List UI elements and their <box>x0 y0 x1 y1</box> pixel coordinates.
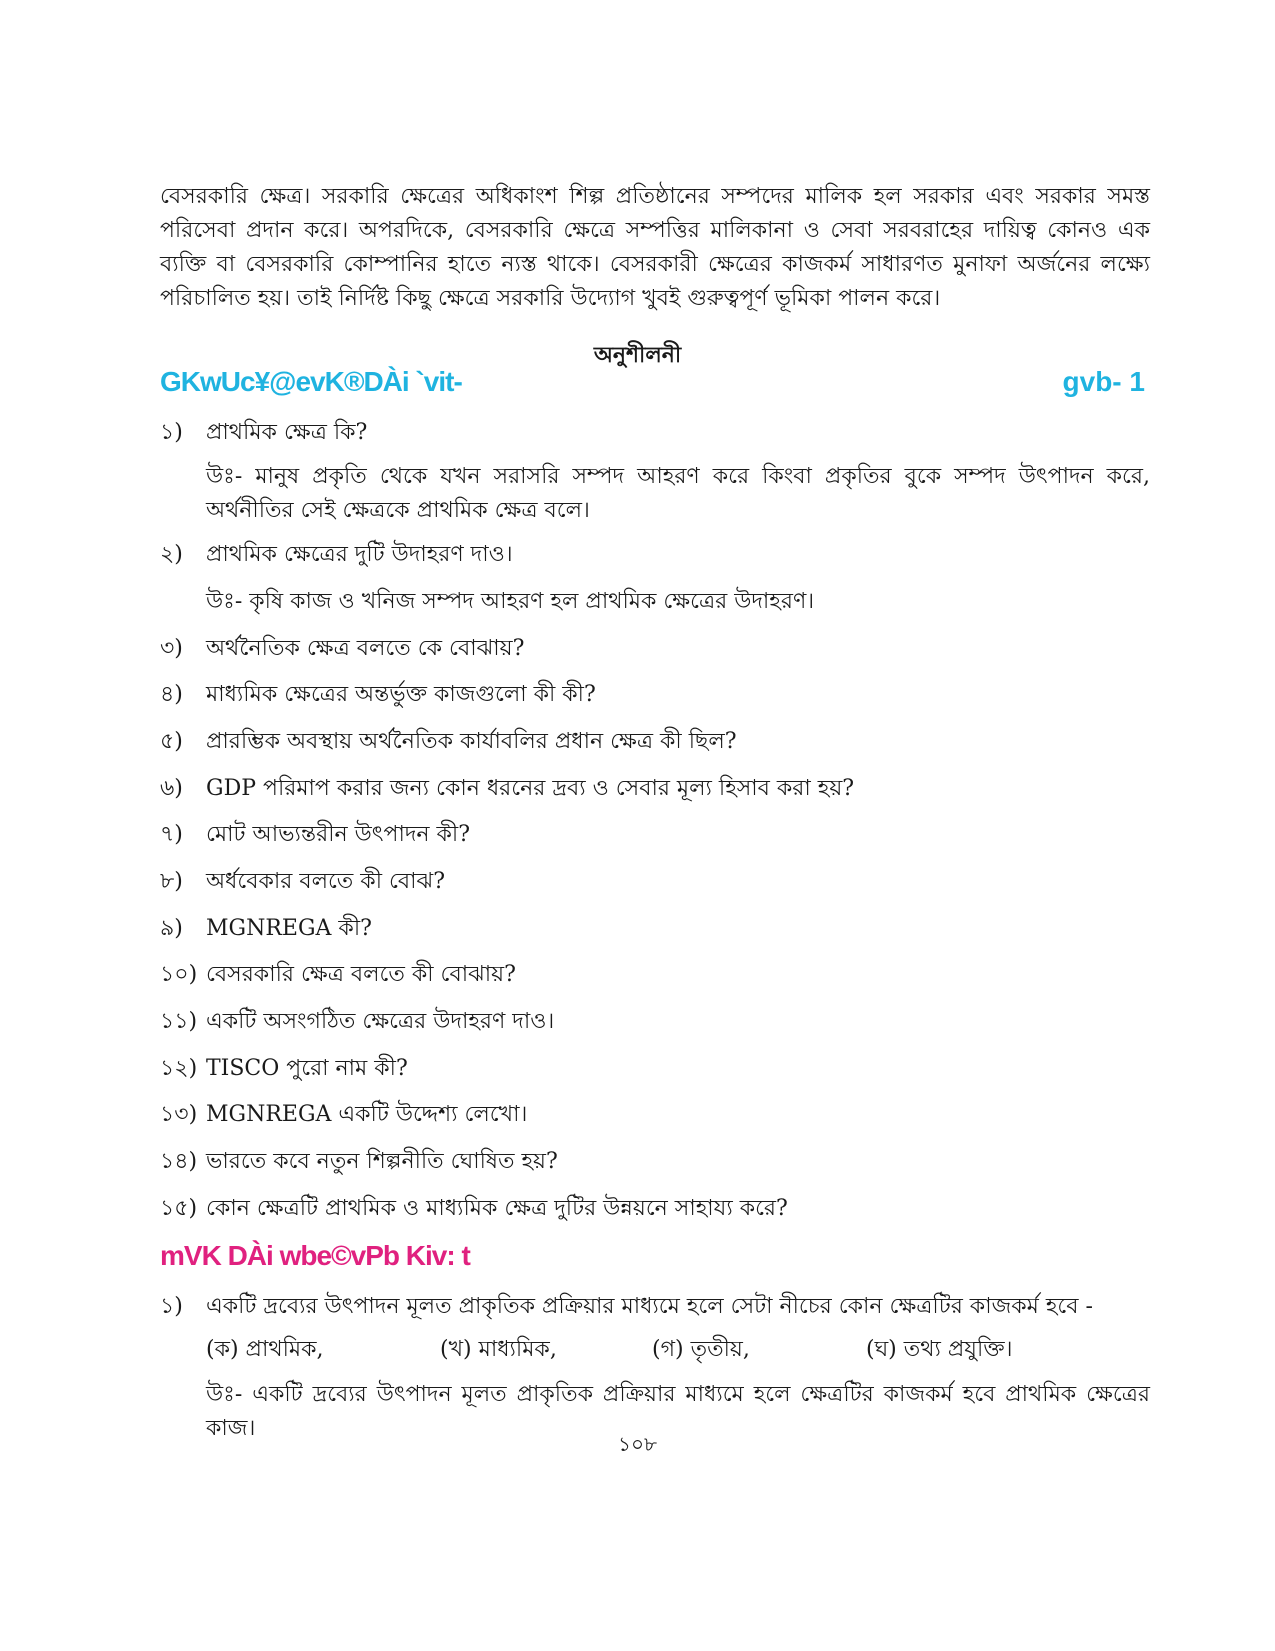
question-number: ১১) <box>160 1009 198 1034</box>
question-3 <box>160 634 1150 664</box>
question-number: ১৪) <box>160 1149 198 1174</box>
question-text: MGNREGA কী? <box>206 916 372 941</box>
question-text: একটি অসংগঠিত ক্ষেত্রের উদাহরণ দাও। <box>206 1009 555 1034</box>
question-text: ভারতে কবে নতুন শিল্পনীতি ঘোষিত হয়? <box>206 1149 558 1174</box>
answer-2: উঃ- কৃষি কাজ ও খনিজ সম্পদ আহরণ হল প্রাথমিক ক্ষেত্রের উদাহরণ। <box>206 589 815 614</box>
question-text: মাধ্যমিক ক্ষেত্রের অন্তর্ভুক্ত কাজগুলো কী কী? <box>206 682 596 707</box>
question-15 <box>160 1194 1150 1224</box>
question-number: ৬) <box>160 776 183 801</box>
question-4 <box>160 680 1150 710</box>
question-number: ৩) <box>160 636 183 661</box>
option-d: (ঘ) তথ্য প্রযুক্তি। <box>866 1337 1013 1362</box>
question-number: ১০) <box>160 962 198 987</box>
question-text: প্রাথমিক ক্ষেত্রের দুটি উদাহরণ দাও। <box>206 542 513 567</box>
question-13 <box>160 1100 1150 1130</box>
exercise-heading: অনুশীলনী <box>593 342 682 368</box>
question-number: ৭) <box>160 822 183 847</box>
mcq-question-1 <box>160 1292 1150 1322</box>
intro-paragraph: বেসরকারি ক্ষেত্র। সরকারি ক্ষেত্রের অধিকাংশ শিল্প প্রতিষ্ঠানের সম্পদের মালিক হল সরকার এবং সরকার সমস্ত পরিসেবা প্রদান করে। অপরদিকে, বেসরকারি ক্ষেত্রে সম্পত্তির মালিকানা ও সেবা সরবরাহের দায়িত্ব কোনও এক ব্যক্তি বা বেসরকারি কোম্পানির হাতে ন্যস্ত থাকে। বেসরকারী ক্ষেত্রের কাজকর্ম সাধারণত মুনাফা অর্জনের লক্ষ্যে পরিচালিত হয়। তাই নির্দিষ্ট কিছু ক্ষেত্রে সরকারি উদ্যোগ খুবই গুরুত্বপূর্ণ ভূমিকা পালন করে। <box>160 184 1150 311</box>
option-b: (খ) মাধ্যমিক, <box>440 1337 557 1362</box>
question-2 <box>160 540 1150 570</box>
section-1-title: GKwUc¥@evK®DÀi `vit- <box>160 366 462 397</box>
question-text: একটি দ্রব্যের উৎপাদন মূলত প্রাকৃতিক প্রক্রিয়ার মাধ্যমে হলে সেটা নীচের কোন ক্ষেত্রটির কাজকর্ম হবে - <box>206 1294 1093 1319</box>
option-a: (ক) প্রাথমিক, <box>206 1337 324 1362</box>
question-number: ১৫) <box>160 1196 198 1221</box>
question-5 <box>160 727 1150 757</box>
section-2-title: mVK DÀi wbe©vPb Kiv: t <box>160 1240 470 1271</box>
mcq-answer-1: উঃ- একটি দ্রব্যের উৎপাদন মূলত প্রাকৃতিক প্রক্রিয়ার মাধ্যমে হলে ক্ষেত্রটির কাজকর্ম হবে প্রাথমিক ক্ষেত্রের কাজ। <box>206 1382 1150 1441</box>
question-number: ১৩) <box>160 1102 198 1127</box>
question-text: GDP পরিমাপ করার জন্য কোন ধরনের দ্রব্য ও সেবার মূল্য হিসাব করা হয়? <box>206 776 855 801</box>
question-text: TISCO পুরো নাম কী? <box>206 1056 408 1081</box>
question-number: ৮) <box>160 869 183 894</box>
question-number: ৫) <box>160 729 183 754</box>
question-text: MGNREGA একটি উদ্দেশ্য লেখো। <box>206 1102 528 1127</box>
page-number: ১০৮ <box>618 1432 657 1456</box>
question-number: ১২) <box>160 1056 198 1081</box>
question-text: অর্থনৈতিক ক্ষেত্র বলতে কে বোঝায়? <box>206 636 525 661</box>
question-text: অর্ধবেকার বলতে কী বোঝ? <box>206 869 445 894</box>
question-12 <box>160 1054 1150 1084</box>
question-8 <box>160 867 1150 897</box>
question-text: প্রারম্ভিক অবস্থায় অর্থনৈতিক কার্যাবলির প্রধান ক্ষেত্র কী ছিল? <box>206 729 737 754</box>
question-number: ১) <box>160 1294 183 1319</box>
question-7 <box>160 820 1150 850</box>
question-text: বেসরকারি ক্ষেত্র বলতে কী বোঝায়? <box>206 962 516 987</box>
question-text: মোট আভ্যন্তরীন উৎপাদন কী? <box>206 822 470 847</box>
question-11 <box>160 1007 1150 1037</box>
section-1-marks: gvb- 1 <box>1062 366 1145 397</box>
question-6 <box>160 774 1150 804</box>
option-c: (গ) তৃতীয়, <box>652 1337 750 1362</box>
question-text: কোন ক্ষেত্রটি প্রাথমিক ও মাধ্যমিক ক্ষেত্র দুটির উন্নয়নে সাহায্য করে? <box>206 1196 788 1221</box>
question-9 <box>160 914 1150 944</box>
question-10 <box>160 960 1150 990</box>
question-text: প্রাথমিক ক্ষেত্র কি? <box>206 420 368 445</box>
question-number: ১) <box>160 420 183 445</box>
question-14 <box>160 1147 1150 1177</box>
answer-1: উঃ- মানুষ প্রকৃতি থেকে যখন সরাসরি সম্পদ আহরণ করে কিংবা প্রকৃতির বুকে সম্পদ উৎপাদন করে, অর্থনীতির সেই ক্ষেত্রকে প্রাথমিক ক্ষেত্র বলে। <box>206 464 1150 523</box>
question-number: ৪) <box>160 682 183 707</box>
question-number: ৯) <box>160 916 183 941</box>
question-1 <box>160 418 1150 448</box>
question-number: ২) <box>160 542 183 567</box>
